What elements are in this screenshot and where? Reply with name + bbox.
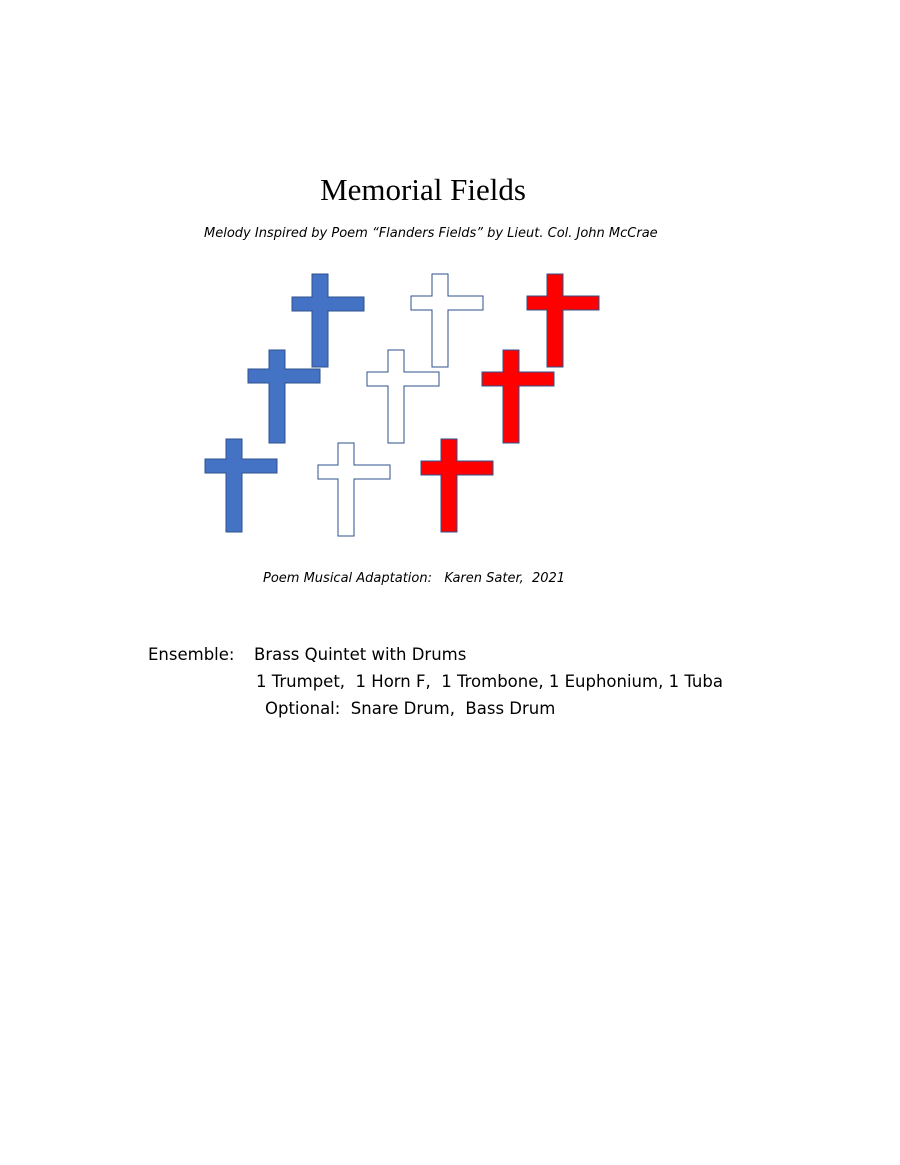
cross-icon xyxy=(248,350,320,443)
adaptation-credit: Poem Musical Adaptation: Karen Sater, 2021 xyxy=(263,571,566,586)
ensemble-value: Brass Quintet with Drums xyxy=(254,645,467,664)
ensemble-instruments: 1 Trumpet, 1 Horn F, 1 Trombone, 1 Euphonium, 1 Tuba xyxy=(256,672,723,691)
cross-icon xyxy=(421,439,493,532)
cross-icon xyxy=(482,350,554,443)
cross-icon xyxy=(205,439,277,532)
cross-icon xyxy=(411,274,483,367)
ensemble-label: Ensemble: xyxy=(148,645,235,664)
ensemble-optional: Optional: Snare Drum, Bass Drum xyxy=(265,699,556,718)
cross-icon xyxy=(318,443,390,536)
page-subtitle: Melody Inspired by Poem “Flanders Fields” by Lieut. Col. John McCrae xyxy=(204,226,658,241)
cross-icon xyxy=(292,274,364,367)
cross-icon xyxy=(527,274,599,367)
page-title: Memorial Fields xyxy=(320,172,526,207)
cross-icon xyxy=(367,350,439,443)
